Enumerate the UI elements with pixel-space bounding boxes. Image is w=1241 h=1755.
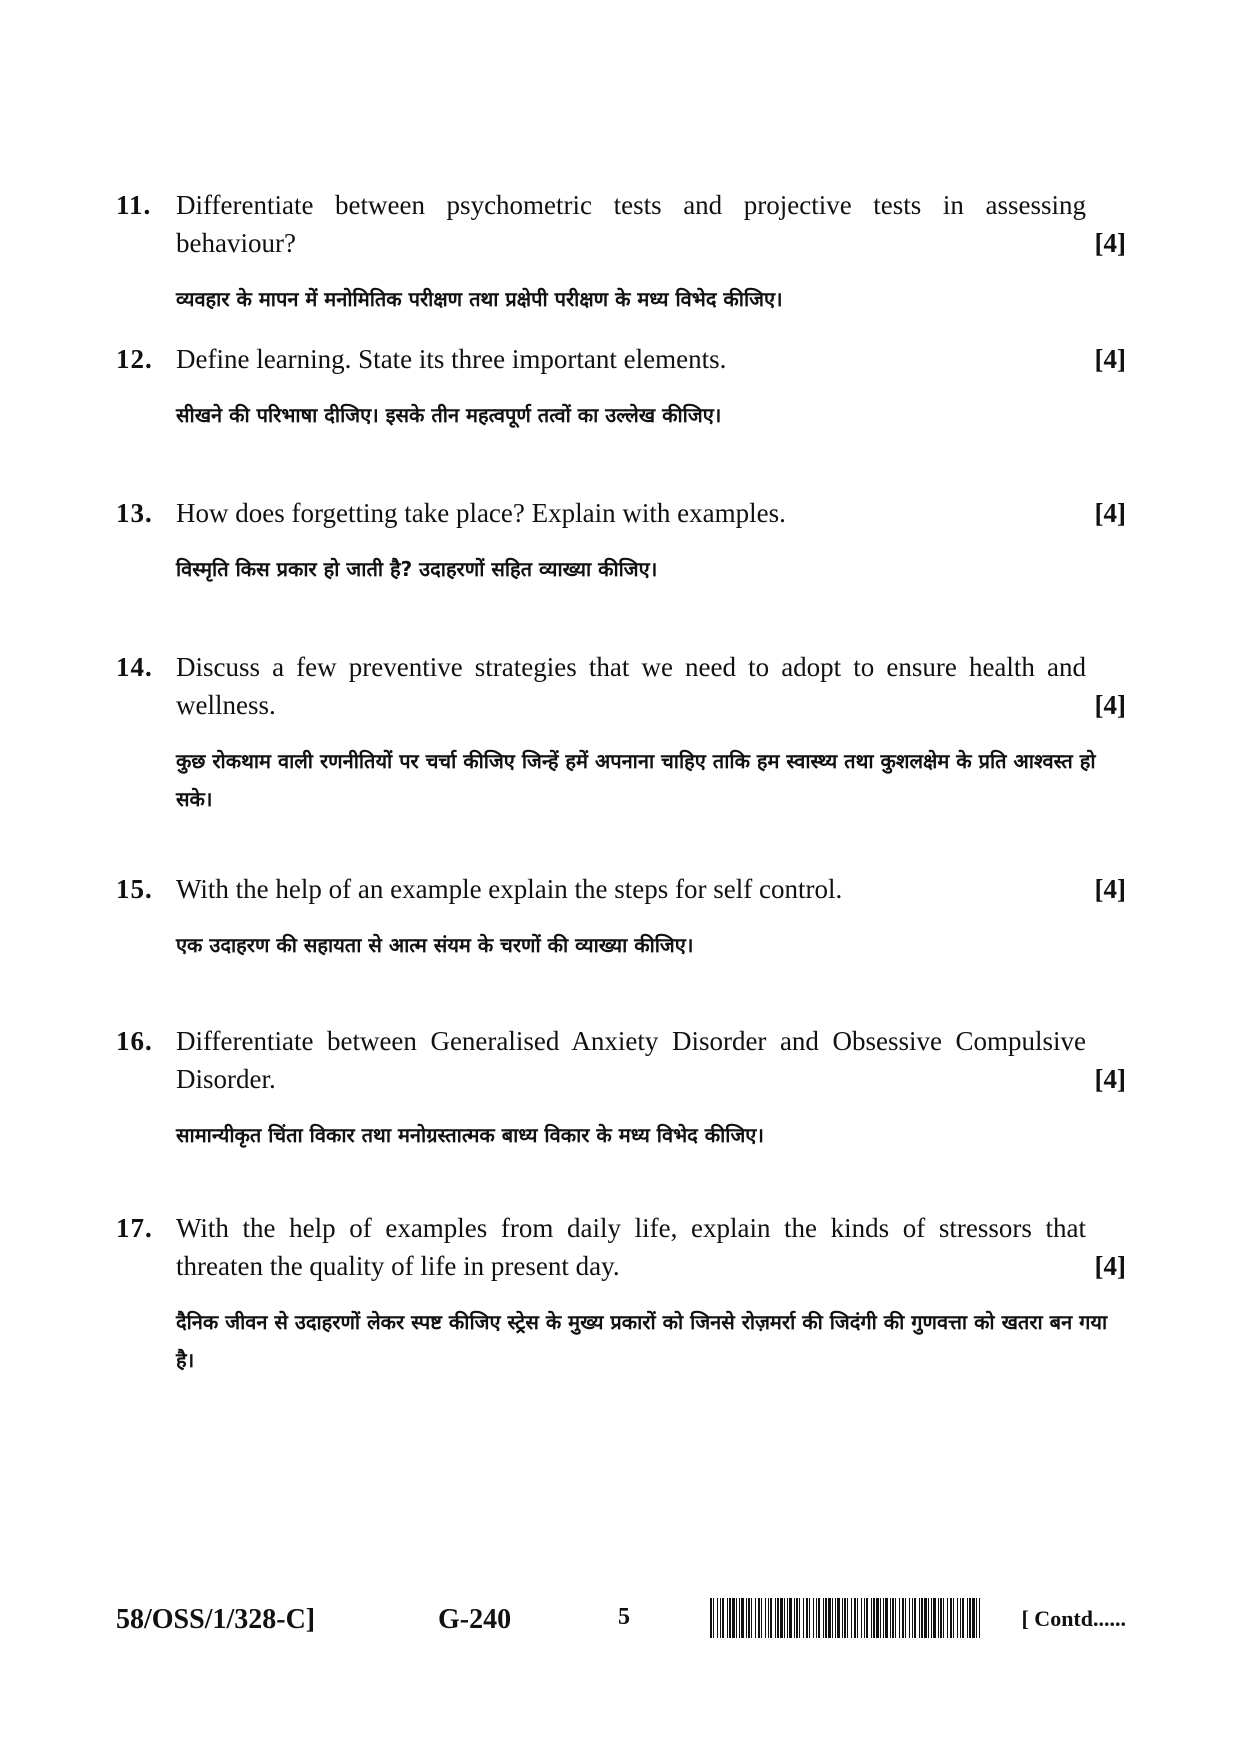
question-number: 16. — [116, 1026, 153, 1056]
question-hindi: व्यवहार के मापन में मनोमितिक परीक्षण तथा प्रक्षेपी परीक्षण के मध्य विभेद कीजिए। — [176, 287, 783, 311]
question-hindi: विस्मृति किस प्रकार हो जाती है? उदाहरणों सहित व्याख्या कीजिए। — [176, 557, 658, 581]
question-english — [116, 494, 1126, 532]
question-english — [116, 870, 1126, 908]
question-hindi: एक उदाहरण की सहायता से आत्म संयम के चरणों की व्याख्या कीजिए। — [176, 933, 694, 957]
paper-series: G-240 — [438, 1604, 512, 1635]
question-number: 11. — [116, 190, 152, 220]
question-text: Discuss a few preventive strategies that we need to adopt to ensure health and wellness. — [176, 652, 1086, 720]
question-16 — [116, 1022, 1126, 1154]
question-marks: [4] — [1094, 1251, 1126, 1281]
paper-code: 58/OSS/1/328-C] — [116, 1604, 316, 1635]
question-number: 12. — [116, 344, 153, 374]
page-footer — [116, 1598, 1126, 1646]
question-number: 15. — [116, 874, 153, 904]
question-text: Differentiate between psychometric tests and projective tests in assessing behaviour? — [176, 190, 1086, 258]
question-hindi: कुछ रोकथाम वाली रणनीतियों पर चर्चा कीजिए जिन्हें हमें अपनाना चाहिए ताकि हम स्वास्थ्य तथा कुशलक्षेम के प्रति आश्वस्त हो सके। — [176, 749, 1096, 811]
question-marks: [4] — [1094, 344, 1126, 374]
page-number: 5 — [618, 1604, 630, 1630]
continued-label: [ Contd...... — [1021, 1606, 1126, 1631]
question-14 — [116, 648, 1126, 818]
question-marks: [4] — [1094, 1064, 1126, 1094]
question-hindi: सामान्यीकृत चिंता विकार तथा मनोग्रस्तात्मक बाध्य विकार के मध्य विभेद कीजिए। — [176, 1123, 764, 1147]
question-marks: [4] — [1094, 874, 1126, 904]
question-13 — [116, 494, 1126, 588]
question-15 — [116, 870, 1126, 964]
question-english — [116, 340, 1126, 378]
question-marks: [4] — [1094, 228, 1126, 258]
question-number: 17. — [116, 1213, 153, 1243]
question-11 — [116, 186, 1126, 318]
question-hindi: दैनिक जीवन से उदाहरणों लेकर स्पष्ट कीजिए स्ट्रेस के मुख्य प्रकारों को जिनसे रोज़मर्रा की जिदंगी की गुणवत्ता को खतरा बन गया है। — [176, 1310, 1108, 1372]
question-english — [116, 186, 1126, 262]
question-marks: [4] — [1094, 690, 1126, 720]
question-hindi: सीखने की परिभाषा दीजिए। इसके तीन महत्वपूर्ण तत्वों का उल्लेख कीजिए। — [176, 403, 722, 427]
question-english — [116, 1022, 1126, 1098]
question-12 — [116, 340, 1126, 434]
question-number: 13. — [116, 498, 153, 528]
question-text: With the help of examples from daily life, explain the kinds of stressors that threaten the quality of life in present day. — [176, 1213, 1086, 1281]
question-marks: [4] — [1094, 498, 1126, 528]
question-number: 14. — [116, 652, 153, 682]
question-english — [116, 1209, 1126, 1285]
question-17 — [116, 1209, 1126, 1379]
question-text: Define learning. State its three important elements. — [176, 344, 727, 374]
question-text: With the help of an example explain the steps for self control. — [176, 874, 843, 904]
question-text: How does forgetting take place? Explain with examples. — [176, 498, 786, 528]
question-text: Differentiate between Generalised Anxiety Disorder and Obsessive Compulsive Disorder. — [176, 1026, 1086, 1094]
question-english — [116, 648, 1126, 724]
barcode-image — [710, 1598, 980, 1638]
